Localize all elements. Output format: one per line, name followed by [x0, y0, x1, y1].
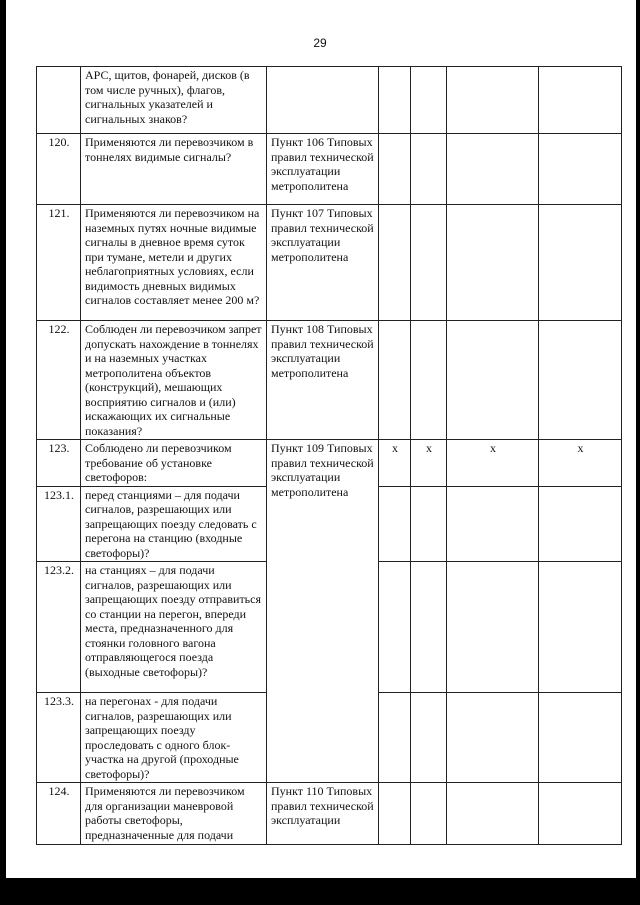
question-text: Соблюдено ли перевозчиком требование об установке светофоров: [81, 440, 267, 487]
answer-cell [539, 321, 622, 440]
legal-reference: Пункт 109 Типовых правил технической эксплуатации метрополитена [267, 440, 379, 783]
answer-cell [411, 486, 447, 562]
answer-cell [539, 205, 622, 321]
legal-reference: Пункт 106 Типовых правил технической эксплуатации метрополитена [267, 134, 379, 205]
answer-cell [411, 562, 447, 693]
answer-cell [411, 67, 447, 134]
answer-cell [447, 134, 539, 205]
question-text: перед станциями – для подачи сигналов, разрешающих или запрещающих поезду следовать с перегона на станцию (входные светофоры)? [81, 486, 267, 562]
answer-cell [447, 486, 539, 562]
answer-cell [539, 134, 622, 205]
item-number: 123.3. [37, 693, 81, 783]
answer-cell [411, 693, 447, 783]
answer-cell [447, 783, 539, 845]
legal-reference: Пункт 110 Типовых правил технической эксплуатации [267, 783, 379, 845]
answer-cell [411, 321, 447, 440]
answer-mark: x [447, 440, 539, 487]
question-text: Применяются ли перевозчиком в тоннелях видимые сигналы? [81, 134, 267, 205]
answer-mark: x [539, 440, 622, 487]
checklist-table [36, 66, 622, 845]
item-number: 120. [37, 134, 81, 205]
answer-cell [379, 783, 411, 845]
table-row [37, 67, 622, 134]
answer-cell [539, 67, 622, 134]
answer-cell [447, 67, 539, 134]
answer-cell [379, 486, 411, 562]
answer-cell [411, 205, 447, 321]
answer-cell [411, 783, 447, 845]
item-number [37, 67, 81, 134]
table-row [37, 783, 622, 845]
question-text: Применяются ли перевозчиком для организации маневровой работы светофоры, предназначенные для подачи [81, 783, 267, 845]
item-number: 123.1. [37, 486, 81, 562]
legal-reference [267, 67, 379, 134]
answer-cell [379, 321, 411, 440]
answer-cell [539, 562, 622, 693]
answer-cell [447, 693, 539, 783]
question-text: на перегонах - для подачи сигналов, разрешающих или запрещающих поезду проследовать с одного блок-участка на другой (проходные светофоры)? [81, 693, 267, 783]
table-row [37, 205, 622, 321]
legal-reference: Пункт 107 Типовых правил технической эксплуатации метрополитена [267, 205, 379, 321]
item-number: 124. [37, 783, 81, 845]
item-number: 123. [37, 440, 81, 487]
answer-cell [539, 693, 622, 783]
answer-cell [447, 205, 539, 321]
question-text: на станциях – для подачи сигналов, разрешающих или запрещающих поезду отправиться со станции на перегон, впереди места, предназначенного для стоянки головного вагона отправляющегося поезда (выходные светофоры)? [81, 562, 267, 693]
item-number: 121. [37, 205, 81, 321]
answer-cell [447, 562, 539, 693]
answer-mark: x [411, 440, 447, 487]
table-row [37, 321, 622, 440]
answer-cell [411, 134, 447, 205]
page-number: 29 [313, 36, 327, 50]
question-text: АРС, щитов, фонарей, дисков (в том числе ручных), флагов, сигнальных указателей и сигнальных знаков? [81, 67, 267, 134]
answer-mark: x [379, 440, 411, 487]
answer-cell [539, 783, 622, 845]
answer-cell [379, 562, 411, 693]
item-number: 123.2. [37, 562, 81, 693]
scan-border-bottom [0, 878, 640, 905]
table-row [37, 440, 622, 487]
question-text: Соблюден ли перевозчиком запрет допускать нахождение в тоннелях и на наземных участках метрополитена объектов (конструкций), мешающих восприятию сигналов и (или) искажающих их сигнальные показания? [81, 321, 267, 440]
item-number: 122. [37, 321, 81, 440]
question-text: Применяются ли перевозчиком на наземных путях ночные видимые сигналы в дневное время суток при тумане, метели и других неблагоприятных условиях, если видимость дневных видимых сигналов составляет менее 200 м? [81, 205, 267, 321]
answer-cell [379, 693, 411, 783]
scan-border-left [0, 0, 6, 905]
scan-border-right [636, 0, 640, 905]
answer-cell [379, 134, 411, 205]
answer-cell [447, 321, 539, 440]
legal-reference: Пункт 108 Типовых правил технической эксплуатации метрополитена [267, 321, 379, 440]
answer-cell [379, 67, 411, 134]
answer-cell [539, 486, 622, 562]
table-row [37, 134, 622, 205]
answer-cell [379, 205, 411, 321]
